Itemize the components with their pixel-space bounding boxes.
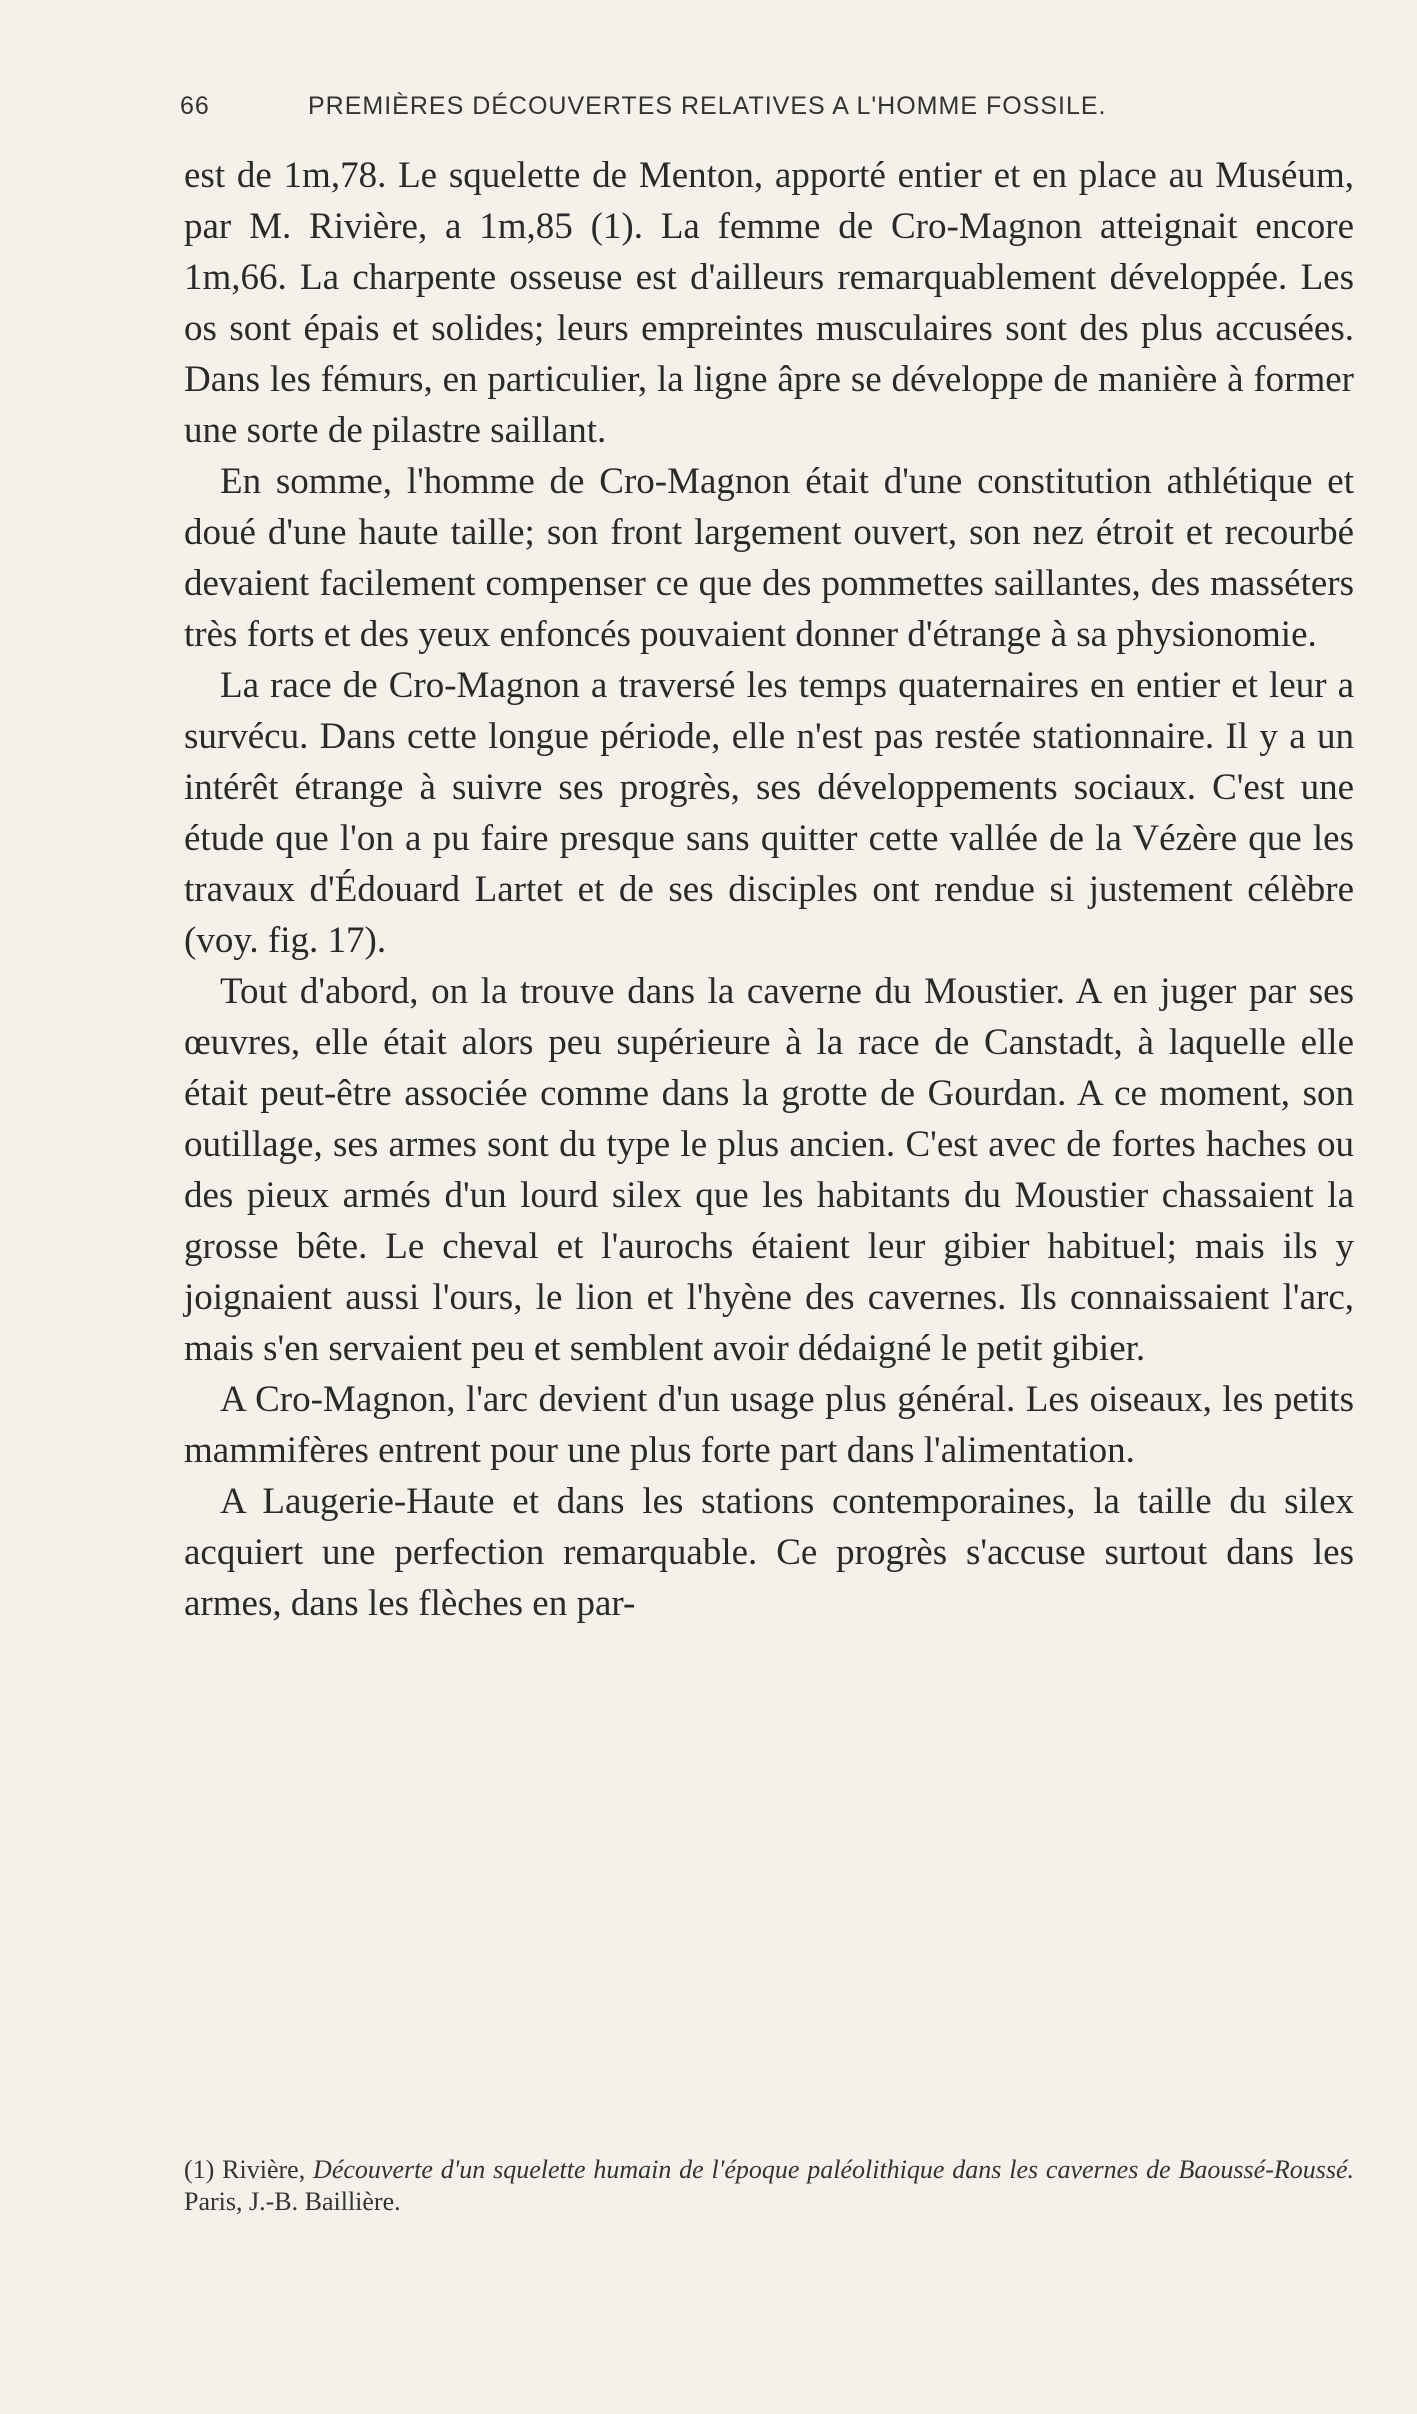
footnote-publisher: Paris, J.-B. Baillière. bbox=[184, 2187, 401, 2216]
running-title: PREMIÈRES DÉCOUVERTES RELATIVES A L'HOMME FOSSILE. bbox=[308, 92, 1107, 120]
body-text bbox=[184, 150, 1354, 1629]
paragraph-1: est de 1m,78. Le squelette de Menton, apporté entier et en place au Muséum, par M. Rivière, a 1m,85 (1). La femme de Cro-Magnon atteignait encore 1m,66. La charpente osseuse est d'ailleurs remarquablement développée. Les os sont épais et solides; leurs empreintes musculaires sont des plus accusées. Dans les fémurs, en particulier, la ligne âpre se développe de manière à former une sorte de pilastre saillant. bbox=[184, 155, 1354, 451]
footnote-author: Rivière, bbox=[222, 2155, 306, 2184]
footnote-number: (1) bbox=[184, 2155, 215, 2184]
page-header bbox=[180, 92, 1260, 132]
paragraph-4: Tout d'abord, on la trouve dans la caverne du Moustier. A en juger par ses œuvres, elle était alors peu supérieure à la race de Canstadt, à laquelle elle était peut-être associée comme dans la grotte de Gourdan. A ce moment, son outillage, ses armes sont du type le plus ancien. C'est avec de fortes haches ou des pieux armés d'un lourd silex que les habitants du Moustier chassaient la grosse bête. Le cheval et l'aurochs étaient leur gibier habituel; mais ils y joignaient aussi l'ours, le lion et l'hyène des cavernes. Ils connaissaient l'arc, mais s'en servaient peu et semblent avoir dédaigné le petit gibier. bbox=[184, 971, 1354, 1369]
page-number: 66 bbox=[180, 92, 210, 120]
footnote bbox=[184, 2154, 1354, 2218]
paragraph-6: A Laugerie-Haute et dans les stations contemporaines, la taille du silex acquiert une perfection remarquable. Ce progrès s'accuse surtout dans les armes, dans les flèches en par- bbox=[184, 1481, 1354, 1624]
paragraph-2: En somme, l'homme de Cro-Magnon était d'une constitution athlétique et doué d'une haute taille; son front largement ouvert, son nez étroit et recourbé devaient facilement compenser ce que des pommettes saillantes, des masséters très forts et des yeux enfoncés pouvaient donner d'étrange à sa physionomie. bbox=[184, 461, 1354, 655]
paragraph-3: La race de Cro-Magnon a traversé les temps quaternaires en entier et leur a survécu. Dans cette longue période, elle n'est pas restée stationnaire. Il y a un intérêt étrange à suivre ses progrès, ses développements sociaux. C'est une étude que l'on a pu faire presque sans quitter cette vallée de la Vézère que les travaux d'Édouard Lartet et de ses disciples ont rendue si justement célèbre (voy. fig. 17). bbox=[184, 665, 1354, 961]
footnote-title: Découverte d'un squelette humain de l'époque paléolithique dans les cavernes de Baoussé-Roussé. bbox=[313, 2155, 1355, 2184]
paragraph-5: A Cro-Magnon, l'arc devient d'un usage plus général. Les oiseaux, les petits mammifères entrent pour une plus forte part dans l'alimentation. bbox=[184, 1379, 1354, 1471]
